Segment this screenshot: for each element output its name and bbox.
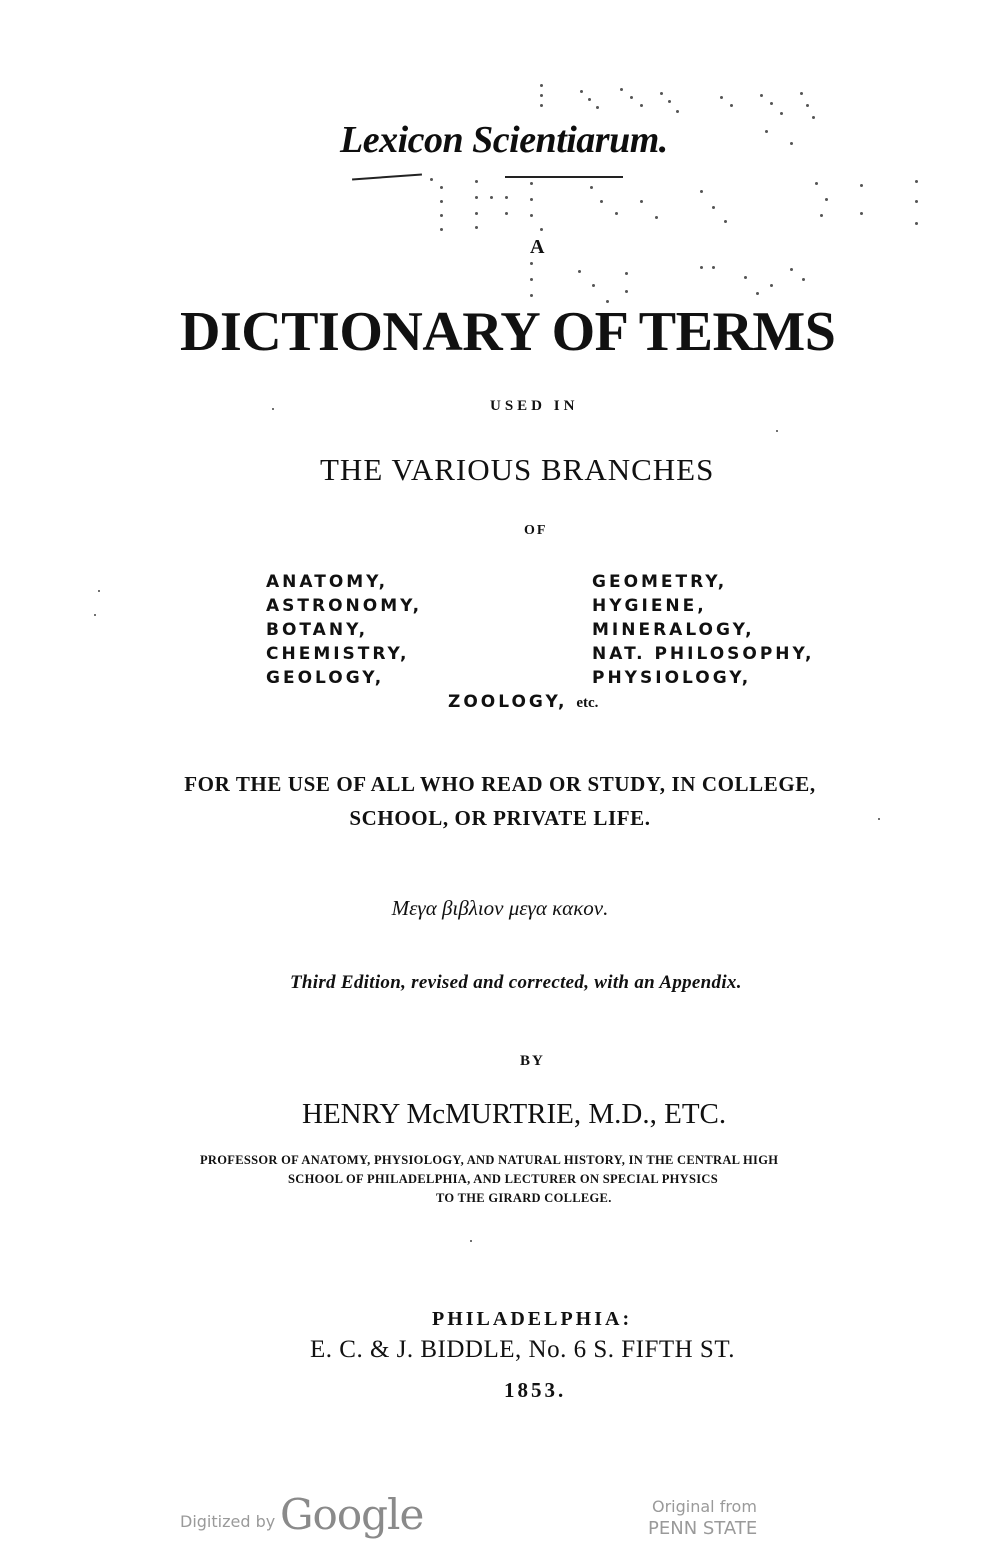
article-a: A [530,236,545,258]
edition-statement: Third Edition, revised and corrected, with an Appendix. [290,972,742,993]
audience-line-1: FOR THE USE OF ALL WHO READ OR STUDY, IN COLLEGE, [184,772,816,796]
divider-rule [505,176,623,178]
subject-center-line [448,690,598,715]
flourish-rule [352,174,422,181]
subject-item: BOTANY, [266,620,369,640]
subject-etc: etc. [576,695,599,711]
subject-item: NAT. PHILOSOPHY, [592,644,815,664]
google-logo: Google [280,1490,424,1539]
subject-item: ANATOMY, [266,572,389,592]
author-credential-line: SCHOOL OF PHILADELPHIA, AND LECTURER ON SPECIAL PHYSICS [288,1172,719,1186]
author-credential-line: TO THE GIRARD COLLEGE. [436,1191,612,1205]
subject-item: GEOLOGY, [266,668,385,688]
subject-item: ASTRONOMY, [266,596,423,616]
main-title: DICTIONARY OF TERMS [180,301,836,363]
subject-item: HYGIENE, [592,596,707,616]
subjects-right-column [592,570,814,690]
subject-item: GEOMETRY, [592,572,728,592]
institution-label: PENN STATE [648,1518,758,1539]
used-in-text: USED IN [490,398,579,414]
author-credential-line: PROFESSOR OF ANATOMY, PHYSIOLOGY, AND NATURAL HISTORY, IN THE CENTRAL HIGH [200,1153,779,1167]
subject-item: CHEMISTRY, [266,644,410,664]
subject-item: ZOOLOGY, [448,692,568,712]
of-text: OF [524,523,548,538]
subjects-left-column [266,570,422,690]
subject-item: PHYSIOLOGY, [592,668,752,688]
greek-motto: Μεγα βιβλιον μεγα κακον. [391,896,609,920]
audience-line-2: SCHOOL, OR PRIVATE LIFE. [349,806,651,830]
series-title: Lexicon Scientiarum. [340,119,668,161]
author-name: HENRY McMURTRIE, M.D., ETC. [302,1098,727,1130]
branches-heading: THE VARIOUS BRANCHES [320,452,715,487]
imprint-publisher: E. C. & J. BIDDLE, No. 6 S. FIFTH ST. [310,1336,736,1363]
imprint-city: PHILADELPHIA: [432,1308,633,1330]
by-text: BY [520,1053,545,1069]
subject-item: MINERALOGY, [592,620,755,640]
imprint-year: 1853. [504,1378,567,1402]
original-from-label: Original from [652,1497,757,1516]
digitized-by-label: Digitized by [180,1512,276,1531]
